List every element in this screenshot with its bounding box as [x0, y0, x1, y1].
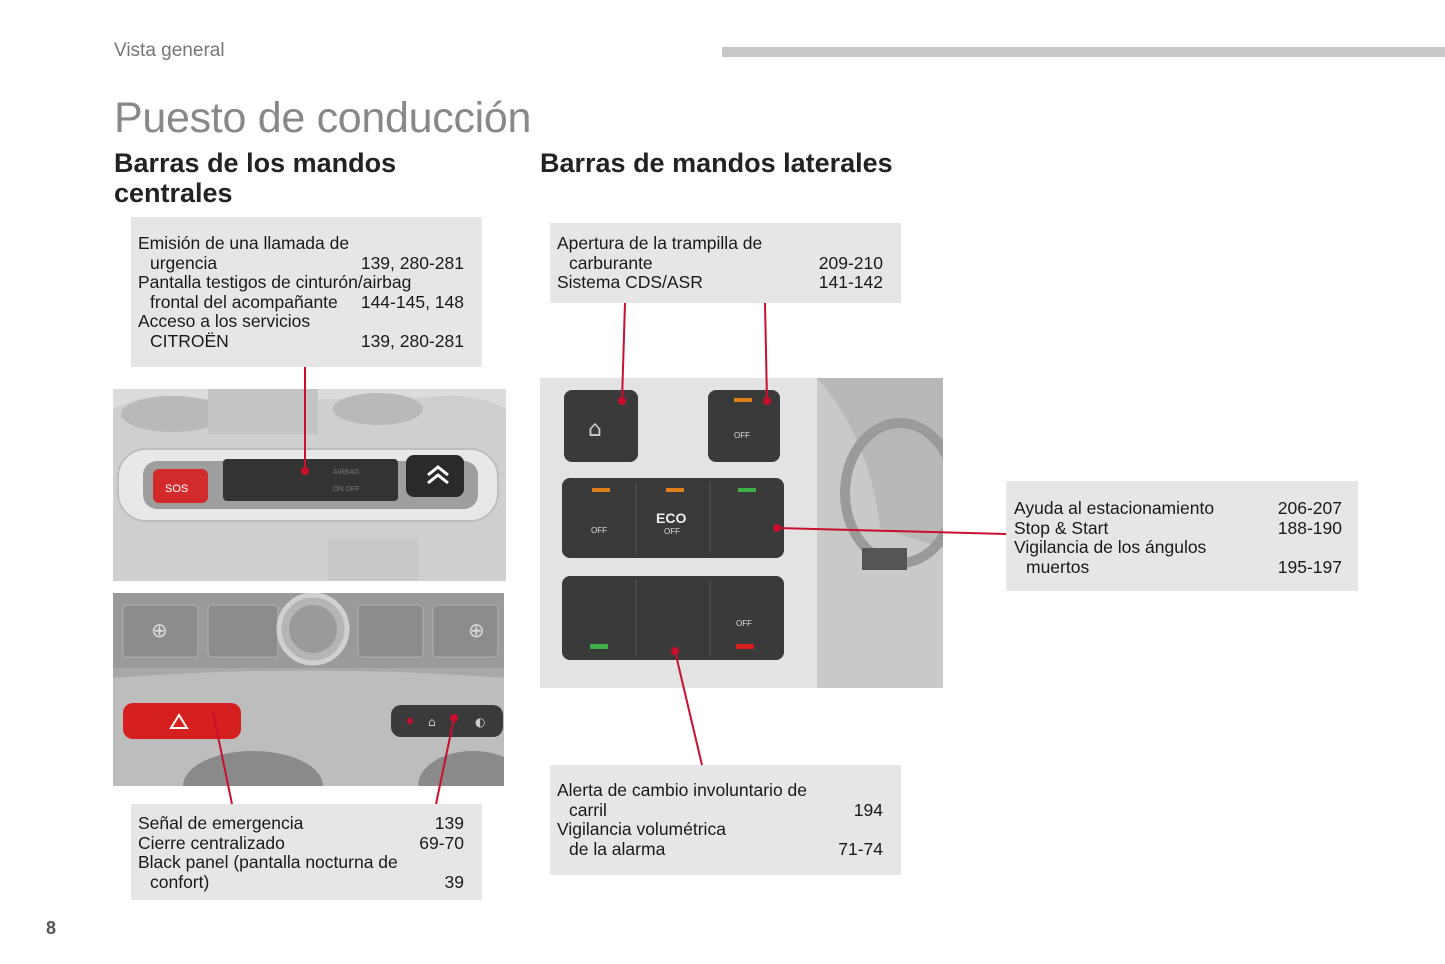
- reference-page: 139, 280-281: [360, 330, 464, 351]
- airbag-label: AIRBAG: [333, 469, 360, 476]
- reference-row: [557, 254, 883, 274]
- lateral-controls-image: [540, 378, 943, 688]
- park-off-label: OFF: [591, 526, 607, 535]
- lateral-bottom-box: [550, 765, 901, 875]
- reference-text: Cierre centralizado: [138, 832, 285, 853]
- reference-text: Vigilancia volumétrica: [557, 819, 726, 839]
- reference-page: 206-207: [1277, 498, 1342, 518]
- reference-page: 195-197: [1277, 556, 1342, 577]
- lateral-heading: Barras de mandos laterales: [540, 148, 893, 178]
- reference-text: frontal del acompañante: [150, 291, 338, 312]
- reference-row: [138, 873, 464, 893]
- reference-row: [138, 254, 464, 274]
- reference-row: [557, 781, 883, 801]
- reference-text: carburante: [569, 252, 653, 273]
- reference-page: 69-70: [419, 832, 464, 853]
- reference-row: [1014, 499, 1342, 519]
- alarm-off-label: OFF: [736, 619, 752, 628]
- reference-text: urgencia: [150, 252, 218, 273]
- reference-row: [138, 312, 464, 332]
- reference-page: 209-210: [818, 252, 883, 273]
- sos-label: SOS: [165, 483, 189, 495]
- reference-text: Emisión de una llamada de: [138, 233, 350, 253]
- central-bottom-box: [131, 804, 482, 900]
- reference-row: [1014, 558, 1342, 578]
- section-label: Vista general: [114, 40, 225, 61]
- reference-row: [1014, 519, 1342, 539]
- reference-text: confort): [150, 871, 210, 892]
- reference-page: 71-74: [838, 838, 883, 859]
- reference-row: [138, 853, 464, 873]
- central-console-image: [113, 389, 506, 581]
- reference-text: Ayuda al estacionamiento: [1014, 498, 1215, 518]
- fuel-flap-icon: ⌂: [588, 417, 602, 442]
- reference-text: Black panel (pantalla nocturna de: [138, 852, 398, 872]
- reference-text: de la alarma: [569, 838, 666, 859]
- reference-row: [138, 834, 464, 854]
- cds-off-label: OFF: [734, 431, 750, 440]
- reference-row: [557, 840, 883, 860]
- reference-row: [138, 273, 464, 293]
- reference-row: [138, 814, 464, 834]
- reference-text: Stop & Start: [1014, 517, 1109, 538]
- central-panel-image: [113, 593, 504, 786]
- lock-icon: ⌂: [428, 715, 436, 729]
- black-panel-icon: ◐: [475, 715, 486, 729]
- reference-text: Sistema CDS/ASR: [557, 272, 703, 292]
- reference-text: CITROËN: [150, 330, 229, 351]
- central-heading: Barras de los mandos centrales: [114, 148, 397, 208]
- eco-label: ECO: [656, 510, 687, 526]
- reference-page: 188-190: [1277, 517, 1342, 538]
- reference-row: [1014, 538, 1342, 558]
- reference-text: Vigilancia de los ángulos: [1014, 537, 1207, 557]
- reference-row: [557, 820, 883, 840]
- reference-page: 144-145, 148: [360, 291, 464, 312]
- reference-page: 139, 280-281: [360, 252, 464, 273]
- reference-text: Alerta de cambio involuntario de: [557, 780, 808, 800]
- onoff-label: ON OFF: [333, 486, 360, 493]
- reference-text: carril: [569, 799, 607, 820]
- reference-page: 141-142: [818, 272, 883, 292]
- reference-row: [138, 293, 464, 313]
- lateral-right-box: [1006, 481, 1358, 591]
- eco-off-label: OFF: [664, 527, 680, 536]
- navigation-icon: ⊕: [151, 618, 168, 642]
- reference-page: 194: [853, 799, 883, 820]
- lateral-top-box: [550, 223, 901, 303]
- reference-page: 139: [434, 813, 464, 833]
- globe-icon: ⊕: [468, 618, 485, 642]
- reference-text: Pantalla testigos de cinturón/airbag: [138, 272, 412, 292]
- reference-text: muertos: [1026, 556, 1090, 577]
- reference-page: 39: [444, 871, 464, 892]
- reference-row: [557, 273, 883, 293]
- reference-row: [138, 332, 464, 352]
- header-bar: [722, 47, 1445, 57]
- reference-text: Apertura de la trampilla de: [557, 233, 763, 253]
- reference-row: [557, 234, 883, 254]
- reference-text: Acceso a los servicios: [138, 311, 311, 331]
- reference-row: [138, 234, 464, 254]
- page-title: Puesto de conducción: [114, 94, 532, 142]
- reference-row: [557, 801, 883, 821]
- reference-text: Señal de emergencia: [138, 813, 304, 833]
- central-top-box: [131, 217, 482, 367]
- page-number: 8: [46, 918, 57, 938]
